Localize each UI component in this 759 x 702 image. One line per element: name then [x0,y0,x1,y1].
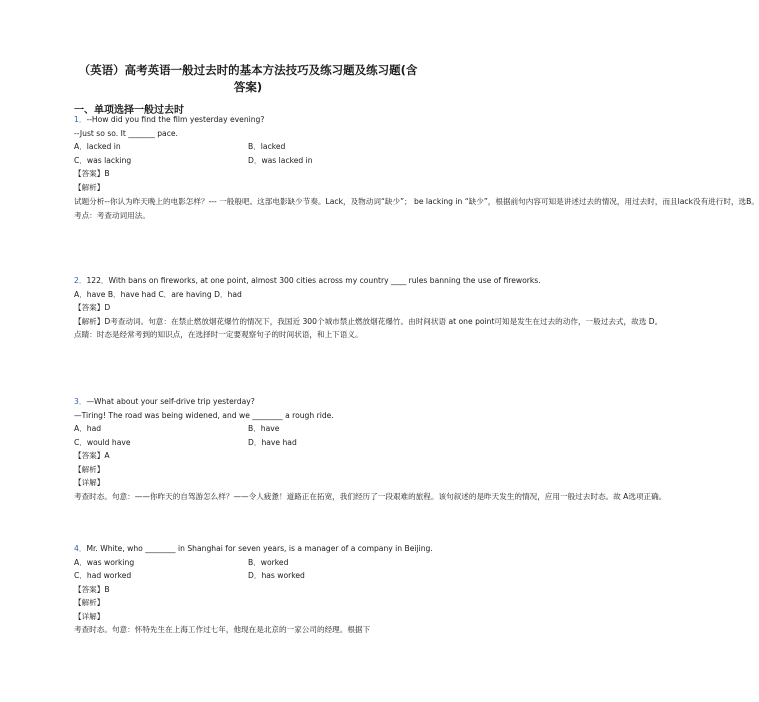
options-row [74,436,424,450]
option-d: D．have had [248,437,297,447]
options-row [74,140,424,154]
analysis-text: 【解析】D考查动词。句意：在禁止燃放烟花爆竹的情况下，我国近 300个城市禁止燃放烟花爆竹。由时间状语 at one point可知是发生在过去的动作，一般过去式，故选 D。 [74,316,663,326]
question-line: —Tiring! The road was being widened, and we ________ a rough ride. [74,410,334,420]
question-number: 3． [74,397,87,406]
options-inline: A．have B．have had C．are having D．had [74,289,242,299]
question-number: 2． [74,276,87,285]
analysis-label: 【解析】 [74,464,105,474]
detail-text: 考查时态。句意：——你昨天的自驾游怎么样？——令人疲惫！道路正在拓宽，我们经历了一段艰难的旅程。该句叙述的是昨天发生的情况，应用一般过去时态。故 A选项正确。 [74,491,667,501]
question-line: --Just so so. It _______ pace. [74,128,178,138]
option-a: A．had [74,424,102,433]
option-a: A．was working [74,557,135,567]
section-heading: 一、单项选择一般过去时 [74,105,184,116]
options-row [74,154,424,168]
question-stem: Mr. White, who ________ in Shanghai for seven years, is a manager of a company in Beijing. [86,544,433,553]
knowledge-point: 考点：考查动词用法。 [74,210,150,220]
option-c: C．had worked [74,571,132,580]
title-line-1: （英语）高考英语一般过去时的基本方法技巧及练习题及练习题(含 [78,63,418,77]
option-d: D．was lacked in [248,155,313,165]
tip-text: 点睛：时态是经常考到的知识点，在选择时一定要观察句子的时间状语，和上下语义。 [74,330,363,339]
analysis-text: 试题分析--你认为昨天晚上的电影怎样？--- 一般般吧。这部电影缺少节奏。Lack，及物动词“缺少”； be lacking in “缺少”，根据前句内容可知是讲述过去的情况，用过去时，而且lack没有进行时，选B。 [74,197,759,206]
detail-text: 考查时态。句意：怀特先生在上海工作过七年，他现在是北京的一家公司的经理。根据下 [74,625,371,634]
option-b: B．lacked [248,142,286,151]
options-row [74,556,424,570]
option-c: C．would have [74,437,131,447]
question-stem: --How did you find the film yesterday evening? [86,115,265,124]
question-3 [74,395,667,503]
option-c: C．was lacking [74,155,132,165]
analysis-label: 【解析】 [74,182,105,192]
question-number: 4． [74,544,87,553]
option-b: B．have [248,424,280,433]
detail-label: 【详解】 [74,611,105,621]
question-stem: 122．With bans on fireworks, at one point, almost 300 cities across my country ____ rules banning the use of fireworks. [86,276,541,285]
detail-label: 【详解】 [74,478,105,487]
option-d: D．has worked [248,571,305,580]
document-title [60,62,436,96]
options-row [74,422,424,436]
question-stem: —What about your self-drive trip yesterday? [86,397,255,406]
options-row [74,569,424,583]
title-line-2: 答案) [233,80,263,94]
answer: 【答案】B [74,584,110,594]
question-number: 1． [74,115,87,124]
answer: 【答案】D [74,303,111,312]
question-1 [74,113,759,222]
answer: 【答案】A [74,451,110,460]
analysis-label: 【解析】 [74,598,105,607]
option-a: A．lacked in [74,142,121,151]
option-b: B．worked [248,557,289,567]
question-4 [74,542,433,637]
answer: 【答案】B [74,169,110,178]
question-2 [74,274,663,342]
